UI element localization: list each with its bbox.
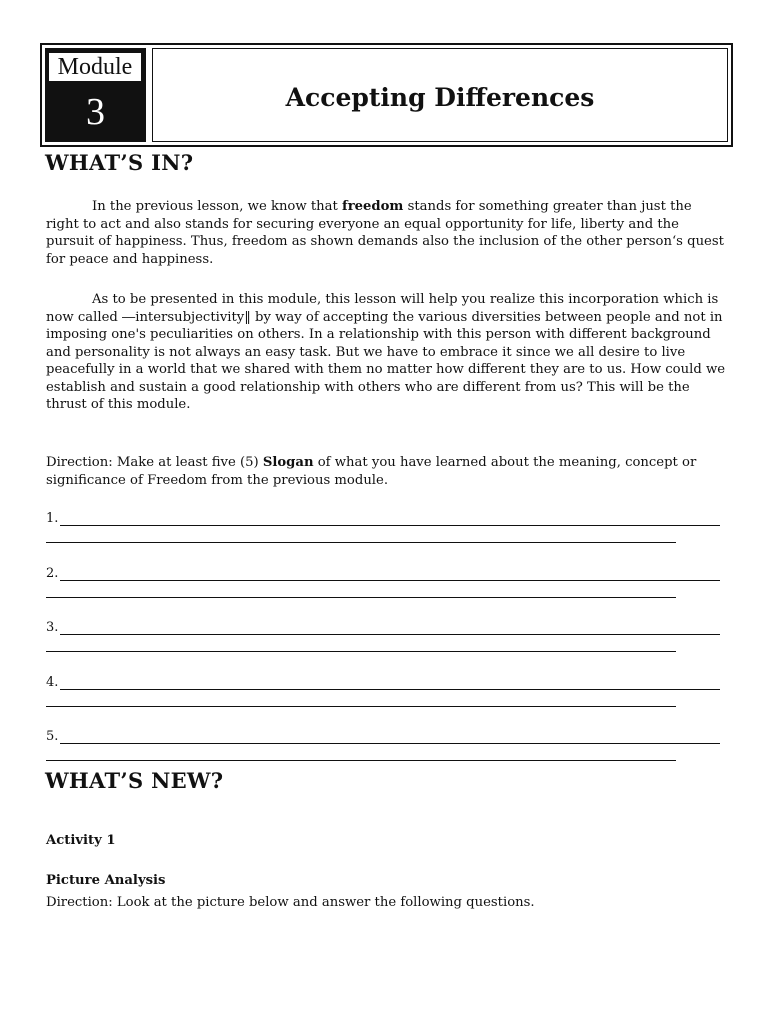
answer-number: 3. [46, 620, 59, 635]
module-badge [45, 48, 146, 142]
direction-picture: Direction: Look at the picture below and answer the following questions. [46, 895, 535, 910]
answer-number: 1. [46, 511, 59, 526]
module-label: Module [48, 52, 142, 82]
page-title: Accepting Differences [285, 83, 595, 112]
title-box [152, 48, 728, 142]
section-heading-whats-in: WHAT’S IN? [45, 150, 194, 175]
activity-label: Activity 1 [46, 833, 116, 848]
module-header [40, 43, 733, 147]
paragraph-intersubjectivity: As to be presented in this module, this lesson will help you realize this incorporation which is now called ―intersubjectivity‖ by way of accepting the various diversities between people and not in imposing one's peculiarities on others. In a relationship with this person with different background and personality is not always an easy task. But we have to embrace it since we all desire to live peacefully in a world that we shared with them no matter how different they are to us. How could we establish and sustain a good relationship with others who are different from us? This will be the thrust of this module. [46, 292, 726, 412]
answer-number: 2. [46, 566, 59, 581]
paragraph-freedom: In the previous lesson, we know that freedom stands for something greater than just the right to act and also stands for securing everyone an equal opportunity for life, liberty and the pursuit of happiness. Thus, freedom as shown demands also the inclusion of the other person‘s quest for peace and happiness. [46, 199, 724, 267]
direction-slogan: Direction: Make at least five (5) Slogan of what you have learned about the meaning, concept or significance of Freedom from the previous module. [46, 455, 697, 488]
answer-number: 5. [46, 729, 59, 744]
answer-number: 4. [46, 675, 59, 690]
section-heading-whats-new: WHAT’S NEW? [45, 768, 224, 793]
module-number: 3 [86, 91, 105, 133]
picture-analysis-heading: Picture Analysis [46, 873, 166, 888]
